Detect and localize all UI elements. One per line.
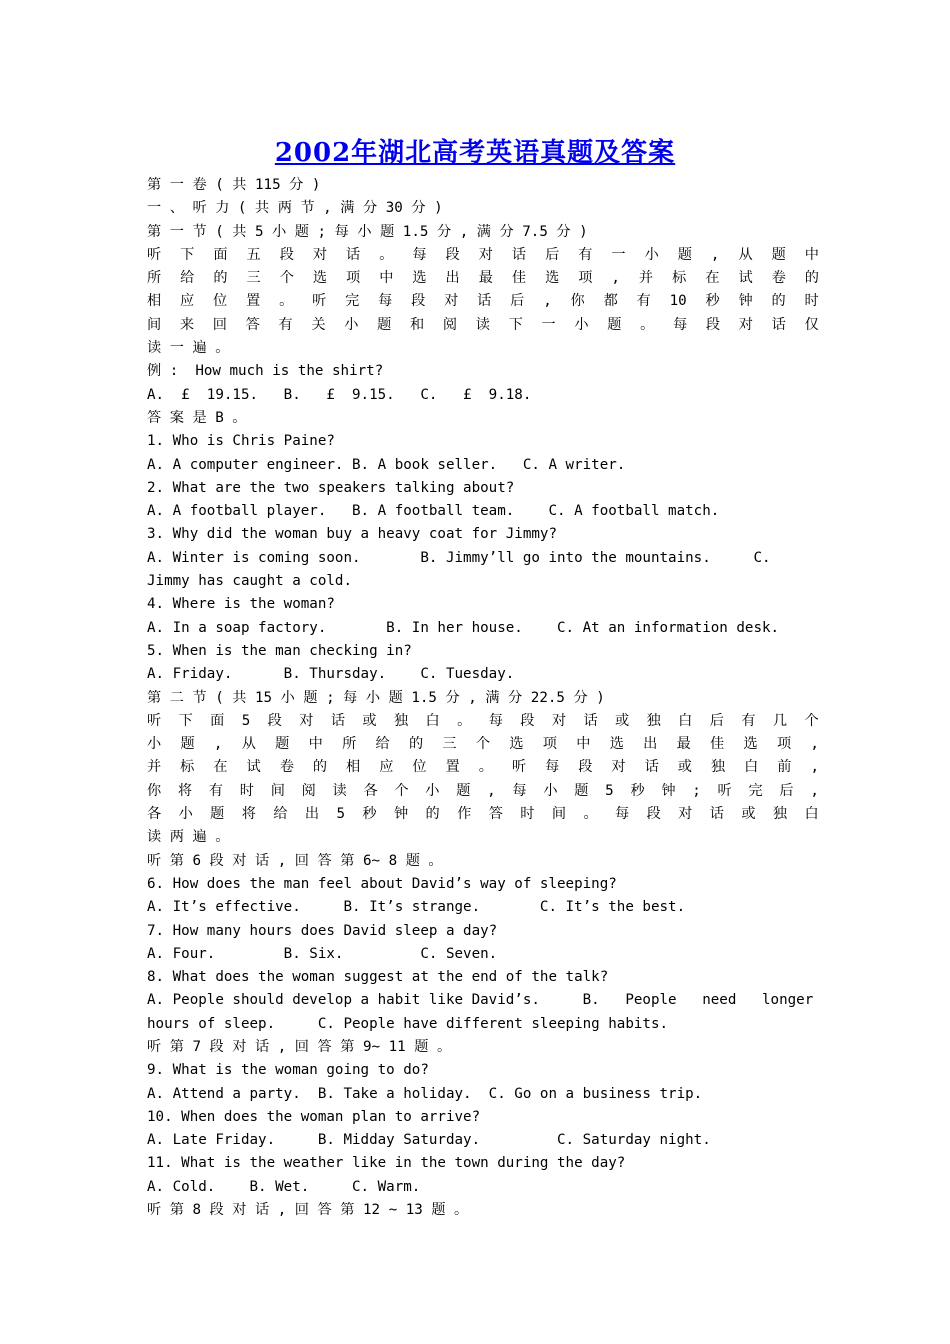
text-glyph: 的 [408, 736, 424, 753]
text-glyph: 所 [147, 270, 162, 287]
text-glyph: 出 [304, 806, 320, 823]
text-glyph: 应 [379, 759, 394, 776]
text-glyph: 段 [279, 246, 294, 263]
text-glyph: 位 [213, 293, 228, 310]
text-glyph: 小 [147, 736, 162, 753]
text-line: 第 一 卷 ( 共 115 分 ) [147, 177, 321, 193]
text-glyph: 每 [545, 759, 560, 776]
text-glyph: 题 [771, 246, 786, 263]
text-glyph: 前 [777, 759, 792, 776]
text-glyph: 题 [377, 316, 392, 333]
text-line: 第 二 节 ( 共 15 小 题 ; 每 小 题 1.5 分 , 满 分 22.5 分 ) [147, 689, 605, 706]
text-glyph: 每 [378, 293, 393, 310]
text-line: A. A computer engineer. B. A book seller. C. A writer. [147, 456, 626, 473]
text-glyph: 选 [412, 270, 427, 287]
text-glyph: 每 [673, 316, 688, 333]
text-glyph: 小 [344, 316, 359, 333]
text-line: 4. Where is the woman? [147, 596, 335, 613]
text-glyph: 三 [246, 270, 261, 287]
text-glyph: 时 [520, 806, 535, 823]
text-glyph: 项 [776, 736, 792, 753]
text-line: 答 案 是 B 。 [147, 409, 247, 426]
text-glyph: 时 [804, 293, 819, 310]
text-glyph: 对 [678, 806, 693, 823]
text-glyph: 。 [379, 246, 394, 263]
text-glyph: 5 [605, 782, 614, 799]
text-line: 例 : How much is the shirt? [147, 363, 384, 380]
text-glyph: 钟 [738, 293, 753, 310]
text-glyph: 个 [279, 270, 294, 287]
text-glyph: 答 [488, 806, 503, 823]
text-glyph: 时 [239, 782, 254, 799]
text-glyph: 所 [342, 736, 357, 753]
text-glyph: 标 [180, 759, 195, 776]
text-line: 7. How many hours does David sleep a day? [147, 922, 498, 939]
text-line: 6. How does the man feel about David’s way of sleeping? [147, 875, 617, 892]
text-glyph: 选 [743, 736, 758, 753]
text-glyph: 你 [570, 293, 585, 310]
text-glyph: ; [692, 782, 701, 799]
text-glyph: 中 [576, 736, 591, 753]
text-glyph: 小 [543, 782, 558, 799]
text-glyph: 对 [551, 712, 567, 729]
text-glyph: 小 [425, 782, 440, 799]
text-glyph: 间 [270, 782, 285, 799]
text-glyph: 对 [312, 246, 328, 263]
text-glyph: 有 [636, 293, 651, 310]
text-glyph: 在 [705, 270, 720, 287]
text-glyph: , [487, 782, 496, 799]
text-glyph: 个 [475, 736, 491, 753]
text-glyph: 5 [241, 712, 251, 729]
text-glyph: 各 [147, 806, 162, 823]
text-glyph: 白 [678, 712, 693, 729]
text-glyph: 话 [477, 293, 492, 310]
text-glyph: 独 [710, 759, 726, 776]
text-line [147, 314, 819, 337]
text-glyph: 对 [738, 316, 753, 333]
text-glyph: 各 [363, 782, 378, 799]
text-glyph: 从 [738, 246, 753, 263]
text-glyph: 选 [609, 736, 624, 753]
text-glyph: 10 [669, 293, 687, 310]
text-glyph: 间 [551, 806, 567, 823]
text-line: 8. What does the woman suggest at the end of the talk? [147, 969, 609, 986]
text-glyph: 你 [147, 782, 162, 799]
text-line [147, 244, 819, 267]
text-glyph: , [810, 782, 819, 799]
text-glyph: 将 [241, 806, 256, 823]
text-glyph: 段 [705, 316, 721, 333]
text-glyph: 的 [312, 759, 328, 776]
text-glyph: 项 [578, 270, 593, 287]
text-line: A. In a soap factory. B. In her house. C. At an information desk. [147, 619, 780, 636]
text-glyph: 题 [275, 736, 290, 753]
text-glyph: 佳 [710, 736, 725, 753]
text-glyph: 卷 [279, 759, 294, 776]
text-glyph: 并 [638, 270, 654, 287]
text-line: 听 第 7 段 对 话 , 回 答 第 9~ 11 题 。 [147, 1038, 452, 1055]
text-glyph: 几 [772, 712, 788, 729]
text-glyph: 中 [308, 736, 323, 753]
text-line: 2. What are the two speakers talking about? [147, 479, 515, 496]
text-glyph: 有 [578, 246, 593, 263]
text-line [147, 267, 819, 290]
text-line: A. Winter is coming soon. B. Jimmy’ll go into the mountains. C. [147, 549, 771, 566]
text-line [147, 803, 819, 826]
text-glyph: 题 [456, 782, 471, 799]
text-glyph: 小 [644, 246, 659, 263]
text-line: A. Friday. B. Thursday. C. Tuesday. [147, 666, 515, 683]
text-glyph: 和 [410, 316, 425, 333]
text-line: 听 第 8 段 对 话 , 回 答 第 12 ~ 13 题 。 [147, 1202, 469, 1219]
text-line: 读 一 遍 。 [147, 340, 230, 357]
text-glyph: , [810, 759, 819, 776]
text-glyph: 秒 [630, 782, 645, 799]
text-glyph: 项 [346, 270, 361, 287]
text-glyph: 间 [147, 316, 162, 333]
text-glyph: 下 [180, 246, 195, 263]
text-line: 1. Who is Chris Paine? [147, 433, 335, 450]
text-glyph: 相 [147, 293, 162, 310]
text-glyph: 回 [212, 316, 227, 333]
text-glyph: 或 [362, 712, 377, 729]
text-glyph: 听 [312, 293, 327, 310]
text-glyph: 段 [520, 712, 535, 729]
text-glyph: 下 [508, 316, 523, 333]
text-glyph: 。 [640, 316, 655, 333]
text-line: A. Cold. B. Wet. C. Warm. [147, 1178, 421, 1195]
text-line: 读 两 遍 。 [147, 829, 230, 846]
text-glyph: 话 [346, 246, 361, 263]
text-glyph: 对 [299, 712, 314, 729]
text-glyph: 试 [738, 270, 753, 287]
text-glyph: 下 [178, 712, 193, 729]
text-line [147, 780, 819, 803]
text-glyph: 标 [672, 270, 687, 287]
text-glyph: 后 [545, 246, 560, 263]
text-glyph: 话 [511, 246, 527, 263]
text-glyph: 置 [445, 759, 460, 776]
text-glyph: 题 [180, 736, 195, 753]
text-glyph: 有 [741, 712, 756, 729]
text-glyph: 出 [445, 270, 460, 287]
text-glyph: 段 [411, 293, 426, 310]
text-line: A. A football player. B. A football team. C. A football match. [147, 503, 720, 520]
text-line [147, 290, 819, 313]
text-glyph: 五 [246, 246, 261, 263]
text-glyph: 中 [804, 246, 819, 263]
text-glyph: 。 [583, 806, 598, 823]
text-glyph: , [810, 736, 819, 753]
text-line: A. People should develop a habit like David’s. B. People need longer [147, 992, 814, 1009]
text-line: Jimmy has caught a cold. [147, 573, 352, 590]
text-glyph: 对 [444, 293, 459, 310]
text-glyph: 并 [147, 759, 162, 776]
text-glyph: 应 [180, 293, 195, 310]
text-glyph: 听 [147, 246, 162, 263]
text-glyph: 置 [246, 293, 261, 310]
text-glyph: 选 [545, 270, 560, 287]
text-glyph: 白 [425, 712, 440, 729]
text-glyph: 段 [445, 246, 460, 263]
text-glyph: 后 [779, 782, 794, 799]
text-glyph: 题 [677, 246, 692, 263]
text-line: A. £ 19.15. B. £ 9.15. C. £ 9.18. [147, 386, 532, 403]
text-glyph: 有 [278, 316, 293, 333]
text-glyph: 后 [709, 712, 724, 729]
text-glyph: 钟 [661, 782, 676, 799]
text-glyph: 有 [208, 782, 224, 799]
text-line [147, 756, 819, 779]
text-glyph: 卷 [771, 270, 786, 287]
text-glyph: 钟 [393, 806, 409, 823]
text-glyph: , [543, 293, 552, 310]
text-glyph: 阅 [442, 316, 458, 333]
text-line: 10. When does the woman plan to arrive? [147, 1108, 481, 1125]
text-glyph: 秒 [705, 293, 720, 310]
text-glyph: 。 [478, 759, 493, 776]
text-glyph: 佳 [511, 270, 527, 287]
text-glyph: 白 [804, 806, 819, 823]
text-glyph: 将 [177, 782, 193, 799]
text-glyph: 最 [478, 270, 493, 287]
text-glyph: 。 [457, 712, 472, 729]
text-glyph: 出 [643, 736, 658, 753]
document-body [147, 174, 819, 1222]
text-glyph: 后 [510, 293, 525, 310]
text-glyph: 听 [717, 782, 732, 799]
text-glyph: 的 [425, 806, 440, 823]
text-line: 5. When is the man checking in? [147, 642, 412, 659]
text-glyph: , [213, 736, 223, 753]
text-line [147, 733, 819, 756]
text-line: 听 第 6 段 对 话 , 回 答 第 6~ 8 题 。 [147, 852, 443, 869]
text-glyph: 或 [677, 759, 692, 776]
text-glyph: 阅 [301, 782, 316, 799]
text-glyph: 段 [646, 806, 661, 823]
text-glyph: 相 [346, 759, 361, 776]
text-glyph: 每 [488, 712, 503, 729]
text-glyph: 秒 [362, 806, 377, 823]
text-glyph: 话 [583, 712, 598, 729]
text-glyph: 5 [336, 806, 346, 823]
text-line: A. It’s effective. B. It’s strange. C. It’s the best. [147, 899, 686, 916]
text-glyph: 选 [509, 736, 524, 753]
text-glyph: 题 [210, 806, 225, 823]
text-glyph: 小 [574, 316, 589, 333]
text-glyph: 的 [213, 270, 228, 287]
text-glyph: 完 [345, 293, 360, 310]
text-glyph: 或 [615, 712, 630, 729]
text-glyph: 的 [804, 270, 819, 287]
text-glyph: 都 [603, 293, 618, 310]
text-glyph: 来 [179, 316, 195, 333]
text-glyph: 话 [330, 712, 346, 729]
text-line: 第 一 节 ( 共 5 小 题 ; 每 小 题 1.5 分 , 满 分 7.5 分 ) [147, 223, 588, 240]
text-glyph: 项 [542, 736, 557, 753]
text-glyph: 。 [279, 293, 294, 310]
text-glyph: 对 [611, 759, 626, 776]
text-glyph: 个 [394, 782, 409, 799]
text-line: 3. Why did the woman buy a heavy coat for Jimmy? [147, 526, 557, 543]
text-line: hours of sleep. C. People have different sleeping habits. [147, 1015, 669, 1032]
text-glyph: 从 [241, 736, 256, 753]
text-glyph: 对 [478, 246, 493, 263]
text-glyph: , [611, 270, 620, 287]
text-glyph: 独 [646, 712, 661, 729]
text-glyph: 每 [412, 246, 427, 263]
text-line: A. Late Friday. B. Midday Saturday. C. Saturday night. [147, 1132, 711, 1149]
text-glyph: 答 [245, 316, 260, 333]
text-glyph: 中 [379, 270, 394, 287]
text-glyph: 一 [611, 246, 626, 263]
text-line: A. Four. B. Six. C. Seven. [147, 945, 498, 962]
text-glyph: 的 [771, 293, 786, 310]
text-glyph: 独 [393, 712, 409, 729]
text-glyph: 一 [541, 316, 556, 333]
text-glyph: 小 [178, 806, 193, 823]
text-line: 一 、 听 力 ( 共 两 节 , 满 分 30 分 ) [147, 200, 443, 217]
text-glyph: 选 [312, 270, 328, 287]
text-glyph: 给 [180, 270, 195, 287]
text-glyph: 听 [511, 759, 527, 776]
text-glyph: 最 [676, 736, 691, 753]
text-line: 9. What is the woman going to do? [147, 1062, 429, 1079]
text-glyph: 作 [457, 806, 472, 823]
text-glyph: 给 [375, 736, 390, 753]
text-glyph: 位 [412, 759, 427, 776]
text-glyph: 话 [771, 316, 786, 333]
text-glyph: 独 [772, 806, 788, 823]
text-glyph: 在 [213, 759, 228, 776]
text-glyph: 仅 [804, 316, 819, 333]
text-line: A. Attend a party. B. Take a holiday. C. Go on a business trip. [147, 1085, 703, 1102]
text-glyph: 面 [213, 246, 228, 263]
text-glyph: 试 [246, 759, 261, 776]
text-glyph: 每 [512, 782, 527, 799]
text-glyph: 关 [311, 316, 326, 333]
text-glyph: 话 [644, 759, 659, 776]
text-glyph: 读 [332, 782, 347, 799]
text-glyph: 段 [267, 712, 282, 729]
text-glyph: 个 [804, 712, 819, 729]
text-glyph: 完 [748, 782, 763, 799]
text-glyph: 给 [273, 806, 288, 823]
text-glyph: 每 [615, 806, 630, 823]
text-glyph: 面 [210, 712, 225, 729]
text-glyph: 白 [744, 759, 759, 776]
text-glyph: , [710, 246, 720, 263]
text-glyph: 或 [741, 806, 756, 823]
text-glyph: 三 [442, 736, 457, 753]
document-title[interactable]: 2002年湖北高考英语真题及答案 [274, 138, 676, 168]
text-glyph: 题 [607, 316, 622, 333]
text-glyph: 题 [574, 782, 589, 799]
text-glyph: 听 [147, 712, 162, 729]
text-glyph: 话 [709, 806, 724, 823]
text-glyph: 段 [578, 759, 593, 776]
text-line [147, 710, 819, 733]
text-line: 11. What is the weather like in the town during the day? [147, 1155, 626, 1172]
text-glyph: 读 [475, 316, 490, 333]
